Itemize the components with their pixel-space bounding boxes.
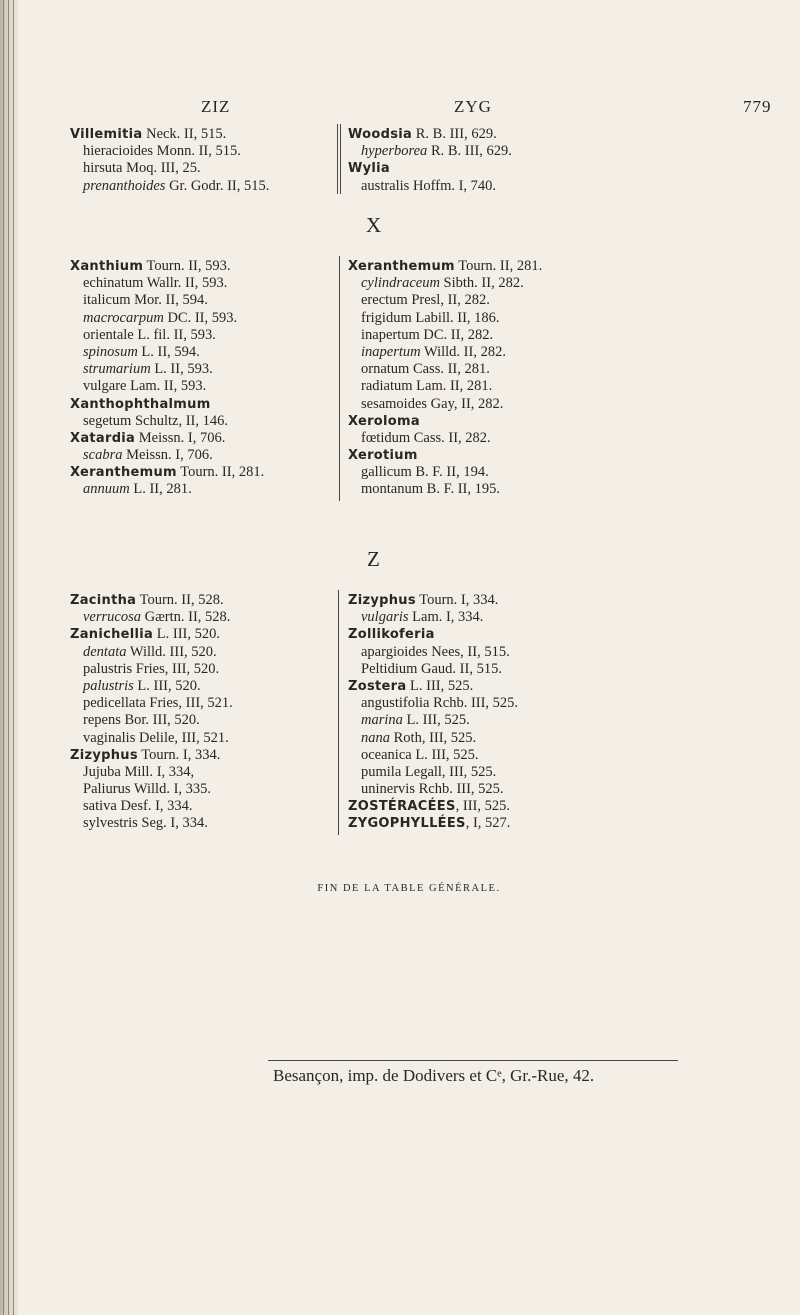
entry-reference: DC. II, 593. [163, 309, 238, 326]
index-entry [70, 396, 264, 413]
synonym-name: palustris [83, 677, 134, 694]
index-entry [70, 275, 264, 292]
synonym-name: macrocarpum [83, 309, 164, 326]
genus-name: Xeranthemum [70, 465, 177, 481]
footer-rule [268, 1060, 678, 1061]
entry-reference: angustifolia Rchb. III, 525. [361, 695, 519, 712]
column-rule [339, 256, 340, 501]
index-entry [348, 661, 518, 678]
top-right-column [348, 126, 512, 195]
entry-reference: repens Bor. III, 520. [83, 712, 200, 729]
synonym-name: dentata [83, 643, 127, 660]
index-entry [348, 160, 512, 177]
genus-name: Xeranthemum [348, 259, 455, 274]
index-entry [348, 378, 542, 395]
genus-name: Villemitia [70, 127, 143, 142]
genus-name: Woodsia [348, 127, 413, 142]
entry-reference: sesamoides Gay, II, 282. [361, 395, 504, 412]
entry-reference: R. B. III, 629. [427, 143, 512, 160]
entry-reference: frigidum Labill. II, 186. [361, 309, 500, 326]
index-entry [70, 310, 264, 327]
entry-reference: apargioides Nees, II, 515. [361, 643, 510, 660]
index-entry [70, 378, 264, 395]
genus-name: Xatardia [70, 430, 136, 446]
synonym-name: scabra [83, 447, 123, 464]
entry-reference: L. III, 525. [406, 677, 474, 694]
index-entry [348, 258, 542, 275]
entry-reference: Meissn. I, 706. [122, 447, 213, 464]
entry-reference: Jujuba Mill. I, 334, [83, 763, 195, 780]
entry-reference: Willd. III, 520. [126, 643, 217, 660]
index-entry [70, 781, 233, 798]
entry-reference: pumila Legall, III, 525. [361, 763, 497, 780]
index-entry [70, 464, 264, 481]
genus-name: Wylia [348, 161, 390, 177]
index-entry [70, 626, 233, 643]
entry-reference: Tourn. II, 528. [136, 592, 224, 608]
entry-reference: Tourn. II, 281. [176, 464, 265, 481]
index-entry [70, 126, 269, 143]
index-entry [348, 344, 542, 361]
column-rule [337, 124, 338, 194]
index-entry [348, 327, 542, 344]
x-right-column [348, 258, 542, 499]
index-entry [70, 178, 269, 195]
index-entry [70, 292, 264, 309]
index-entry [348, 413, 542, 430]
entry-reference: segetum Schultz, II, 146. [83, 412, 228, 429]
entry-reference: hirsuta Moq. III, 25. [83, 160, 201, 177]
entry-reference: L. II, 594. [137, 343, 200, 360]
entry-reference: L. II, 593. [150, 361, 213, 378]
index-entry [70, 327, 264, 344]
synonym-name: vulgaris [361, 609, 409, 626]
entry-reference: vulgare Lam. II, 593. [83, 378, 207, 395]
entry-reference: pedicellata Fries, III, 521. [83, 695, 233, 712]
entry-reference: sativa Desf. I, 334. [83, 798, 193, 815]
entry-reference: Tourn. I, 334. [137, 746, 221, 763]
index-entry [348, 747, 518, 764]
index-entry [348, 447, 542, 464]
index-entry [348, 815, 518, 832]
binding-line [8, 0, 9, 1315]
entry-reference: oceanica L. III, 525. [361, 746, 479, 763]
index-page [18, 0, 800, 1315]
index-entry [70, 730, 233, 747]
entry-reference: sylvestris Seg. I, 334. [83, 815, 208, 832]
entry-reference: vaginalis Delile, III, 521. [83, 729, 229, 746]
entry-reference: Gr. Godr. II, 515. [165, 177, 270, 194]
entry-reference: fœtidum Cass. II, 282. [361, 429, 491, 446]
top-left-column [70, 126, 269, 195]
index-entry [348, 143, 512, 160]
entry-reference: Paliurus Willd. I, 335. [83, 781, 212, 798]
synonym-name: nana [361, 729, 390, 746]
entry-reference: L. III, 525. [402, 712, 470, 729]
running-head-left: ZIZ [201, 97, 231, 116]
index-entry [348, 126, 512, 143]
section-letter-z: Z [367, 547, 380, 571]
genus-name: Zanichellia [70, 627, 154, 643]
entry-reference: L. III, 520. [133, 677, 201, 694]
index-entry [70, 695, 233, 712]
genus-name: Zacintha [70, 593, 137, 608]
genus-name: ZYGOPHYLLÉES [348, 816, 466, 832]
entry-reference: uninervis Rchb. III, 525. [361, 781, 504, 798]
index-entry [348, 678, 518, 695]
binding-line [13, 0, 14, 1315]
entry-reference: R. B. III, 629. [412, 126, 497, 142]
index-entry [70, 798, 233, 815]
synonym-name: prenanthoides [83, 177, 166, 194]
index-entry [348, 430, 542, 447]
synonym-name: marina [361, 712, 403, 729]
synonym-name: cylindraceum [361, 275, 440, 292]
genus-name: Zizyphus [70, 747, 138, 763]
index-entry [70, 447, 264, 464]
genus-name: Xanthophthalmum [70, 396, 211, 412]
entry-reference: Roth, III, 525. [390, 729, 477, 746]
running-head-center: ZYG [454, 97, 492, 116]
index-entry [348, 292, 542, 309]
index-entry [70, 344, 264, 361]
index-entry [348, 275, 542, 292]
index-entry [70, 764, 233, 781]
entry-reference: Willd. II, 282. [420, 343, 506, 360]
index-entry [348, 798, 518, 815]
entry-reference: inapertum DC. II, 282. [361, 326, 494, 343]
entry-reference: Tourn. II, 593. [143, 258, 231, 274]
index-entry [70, 815, 233, 832]
index-entry [70, 430, 264, 447]
index-entry [348, 361, 542, 378]
index-entry [70, 258, 264, 275]
index-entry [348, 310, 542, 327]
closing-line: FIN DE LA TABLE GÉNÉRALE. [317, 883, 501, 894]
index-entry [70, 481, 264, 498]
entry-reference: gallicum B. F. II, 194. [361, 464, 489, 481]
entry-reference: hieracioides Monn. II, 515. [83, 143, 241, 160]
index-entry [348, 730, 518, 747]
synonym-name: annuum [83, 481, 130, 498]
index-entry [70, 160, 269, 177]
genus-name: Xanthium [70, 259, 144, 274]
index-entry [70, 747, 233, 764]
entry-reference: italicum Mor. II, 594. [83, 292, 208, 309]
section-letter-x: X [366, 213, 382, 237]
index-entry [70, 661, 233, 678]
entry-reference: montanum B. F. II, 195. [361, 481, 501, 498]
entry-reference: Peltidium Gaud. II, 515. [361, 660, 502, 677]
column-rule [340, 124, 341, 194]
entry-reference: , III, 525. [455, 798, 510, 815]
index-entry [348, 626, 518, 643]
entry-reference: echinatum Wallr. II, 593. [83, 275, 228, 292]
entry-reference: Tourn. II, 281. [454, 258, 543, 274]
index-entry [70, 609, 233, 626]
entry-reference: Neck. II, 515. [142, 126, 227, 142]
index-entry [348, 481, 542, 498]
genus-name: ZOSTÉRACÉES [348, 799, 456, 815]
z-left-column [70, 592, 233, 833]
index-entry [70, 143, 269, 160]
entry-reference: erectum Presl, II, 282. [361, 292, 490, 309]
index-entry [70, 644, 233, 661]
index-entry [348, 712, 518, 729]
index-entry [348, 644, 518, 661]
index-entry [348, 695, 518, 712]
index-entry [348, 764, 518, 781]
entry-reference: australis Hoffm. I, 740. [361, 177, 497, 194]
synonym-name: spinosum [83, 343, 138, 360]
index-entry [70, 361, 264, 378]
synonym-name: strumarium [83, 361, 151, 378]
entry-reference: Sibth. II, 282. [439, 275, 524, 292]
entry-reference: L. III, 520. [153, 626, 220, 643]
genus-name: Xeroloma [348, 413, 420, 429]
entry-reference: ornatum Cass. II, 281. [361, 361, 490, 378]
genus-name: Zollikoferia [348, 627, 435, 643]
z-right-column [348, 592, 518, 833]
page-number: 779 [743, 97, 772, 116]
index-entry [348, 178, 512, 195]
index-entry [348, 592, 518, 609]
index-entry [70, 413, 264, 430]
binding-line [3, 0, 4, 1315]
synonym-name: inapertum [361, 343, 421, 360]
entry-reference: Tourn. I, 334. [415, 592, 499, 608]
entry-reference: Lam. I, 334. [408, 609, 484, 626]
entry-reference: radiatum Lam. II, 281. [361, 378, 493, 395]
entry-reference: L. II, 281. [129, 481, 192, 498]
index-entry [348, 396, 542, 413]
index-entry [348, 464, 542, 481]
printer-imprint: Besançon, imp. de Dodivers et Cᵉ, Gr.-Rue, 42. [273, 1066, 595, 1085]
entry-reference: Meissn. I, 706. [135, 429, 226, 446]
column-rule [338, 590, 339, 835]
genus-name: Zizyphus [348, 593, 416, 608]
index-entry [70, 592, 233, 609]
genus-name: Zostera [348, 678, 407, 694]
index-entry [70, 678, 233, 695]
book-binding [0, 0, 18, 1315]
entry-reference: orientale L. fil. II, 593. [83, 326, 216, 343]
index-entry [348, 609, 518, 626]
index-entry [70, 712, 233, 729]
entry-reference: palustris Fries, III, 520. [83, 660, 220, 677]
synonym-name: hyperborea [361, 143, 428, 160]
synonym-name: verrucosa [83, 609, 141, 626]
entry-reference: , I, 527. [465, 815, 511, 832]
entry-reference: Gærtn. II, 528. [141, 609, 231, 626]
x-left-column [70, 258, 264, 499]
index-entry [348, 781, 518, 798]
genus-name: Xerotium [348, 448, 418, 464]
